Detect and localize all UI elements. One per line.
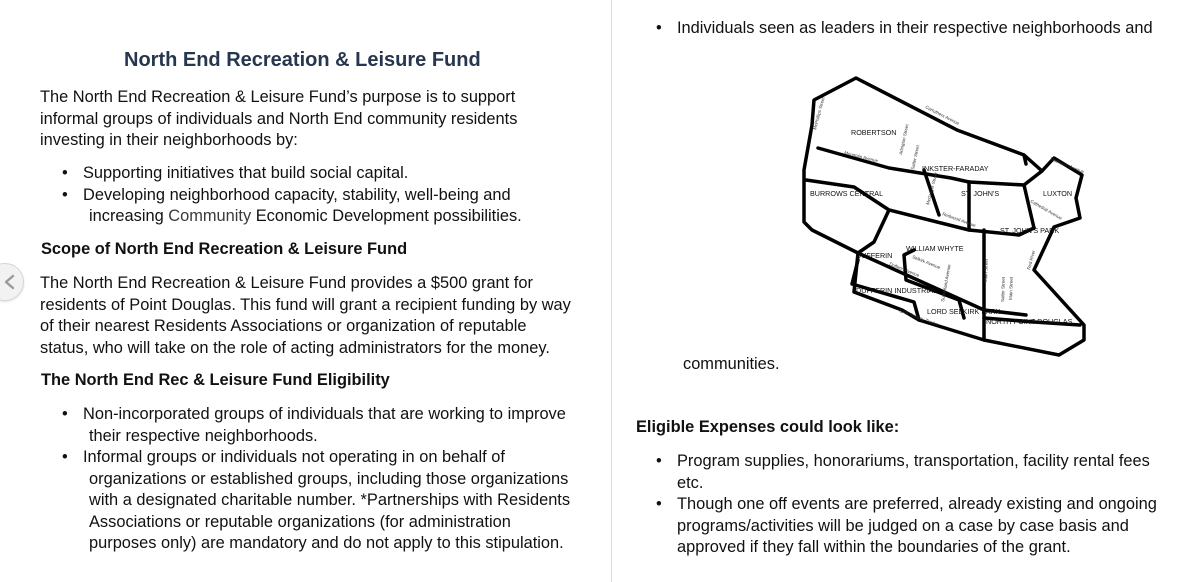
list-item-text: Non-incorporated groups of individuals that are working to improve bbox=[83, 405, 566, 423]
list-item-text: Economic Development possibilities. bbox=[251, 207, 522, 225]
list-item-continuation: organizations or established groups, including those organizations bbox=[89, 469, 569, 488]
map-street-label: Arlington Street bbox=[898, 123, 910, 156]
scope-heading: Scope of North End Recreation & Leisure Fund bbox=[41, 240, 408, 258]
list-item-text: Developing neighborhood capacity, stability, well-being and bbox=[83, 185, 511, 204]
map-street-label: Matheson Avenue bbox=[1049, 156, 1085, 175]
list-item-text: Supporting initiatives that build social capital. bbox=[83, 164, 409, 182]
map-street-label: Main Street bbox=[983, 258, 989, 283]
list-item-text: increasing bbox=[89, 207, 169, 225]
page-title: North End Recreation & Leisure Fund bbox=[124, 49, 481, 71]
list-item bbox=[656, 451, 1157, 494]
list-item bbox=[62, 447, 570, 555]
list-item-continuation: their respective neighborhoods. bbox=[89, 426, 318, 445]
eligibility-list bbox=[62, 404, 570, 555]
list-item-continuation: purposes only) are mandatory and do not apply to this stipulation. bbox=[89, 534, 564, 552]
map-label-inkster-faraday: INKSTER-FARADAY bbox=[922, 164, 989, 173]
intro-paragraph bbox=[40, 87, 517, 152]
intro-line: The North End Recreation & Leisure Fund’s purpose is to support bbox=[40, 88, 516, 106]
map-street-label: McGregor Street bbox=[925, 171, 939, 206]
map-street-label: Red River bbox=[1026, 249, 1037, 271]
scope-line: residents of Point Douglas. This fund will grant a recipient funding by way bbox=[40, 295, 571, 314]
map-label-lord-selkirk-park: LORD SELKIRK PARK bbox=[927, 307, 1001, 316]
list-item-continuation: programs/activities will be judged on a case by case basis and bbox=[677, 516, 1129, 535]
map-street-label: Dufferin Avenue bbox=[888, 261, 921, 278]
map-street-label: Mountain Avenue bbox=[843, 150, 879, 164]
map-label-robertson: ROBERTSON bbox=[851, 128, 897, 137]
map-label-luxton: LUXTON bbox=[1043, 189, 1073, 198]
previous-page-button[interactable] bbox=[0, 263, 24, 301]
neighborhood-map bbox=[794, 70, 1094, 360]
eligibility-heading: The North End Rec & Leisure Fund Eligibility bbox=[41, 371, 390, 389]
map-label-dufferin-industrial: DUFFERIN INDUSTRIAL bbox=[856, 286, 938, 295]
map-street-label: Main Street bbox=[1008, 276, 1014, 301]
map-street-label: Redwood Avenue bbox=[941, 211, 977, 228]
expenses-heading: Eligible Expenses could look like: bbox=[636, 418, 900, 436]
map-street-label: McPhillips Street bbox=[812, 96, 826, 131]
list-item-text: Individuals seen as leaders in their respective neighborhoods and bbox=[677, 19, 1153, 37]
list-item-text: Program supplies, honorariums, transportation, facility rental fees bbox=[677, 452, 1150, 470]
map-label-north-point-douglas: NORTH POINT DOUGLAS bbox=[986, 317, 1073, 326]
list-item-continuation: with a designated charitable number. *Partnerships with Residents bbox=[89, 491, 571, 509]
chevron-left-icon bbox=[3, 274, 17, 290]
leaders-list bbox=[656, 18, 1153, 40]
list-item bbox=[62, 163, 522, 185]
leaders-continuation: communities. bbox=[683, 355, 780, 373]
intro-line: informal groups of individuals and North End community residents bbox=[40, 109, 518, 128]
map-label-william-whyte: WILLIAM WHYTE bbox=[906, 244, 964, 253]
map-street-label: Carruthers Avenue bbox=[924, 104, 961, 126]
map-street-label: Cathedral Avenue bbox=[1029, 198, 1063, 221]
expenses-list bbox=[656, 451, 1157, 559]
list-item-text: Informal groups or individuals not operating in on behalf of bbox=[83, 448, 505, 466]
list-item-continuation: etc. bbox=[677, 473, 704, 492]
map-label-st-johns-park: ST. JOHN'S PARK bbox=[1000, 226, 1060, 235]
map-label-dufferin: DUFFERIN bbox=[856, 251, 893, 260]
list-item-continuation: Associations or reputable organizations (for administration bbox=[89, 512, 511, 531]
list-item-continuation bbox=[83, 206, 522, 228]
list-item-continuation: approved if they fall within the boundaries of the grant. bbox=[677, 538, 1071, 556]
highlighted-word: Community bbox=[168, 207, 252, 225]
scope-paragraph bbox=[40, 273, 571, 359]
list-item bbox=[656, 18, 1153, 40]
purpose-list bbox=[62, 163, 522, 228]
map-street-label: Sutherland Avenue bbox=[940, 263, 952, 303]
scope-line: The North End Recreation & Leisure Fund provides a $500 grant for bbox=[40, 274, 533, 292]
intro-line: investing in their neighborhoods by: bbox=[40, 131, 298, 149]
list-item bbox=[656, 494, 1157, 559]
list-item-text: Though one off events are preferred, already existing and ongoing bbox=[677, 495, 1157, 513]
map-street-label: Selkirk Avenue bbox=[911, 254, 942, 271]
scope-line: status, who will take on the role of acting administrators for the money. bbox=[40, 338, 550, 357]
map-street-label: Salter Street bbox=[1000, 276, 1006, 303]
list-item bbox=[62, 404, 570, 447]
map-street-label: CPR Railway Tracks bbox=[898, 308, 939, 327]
map-street-label: Salter Street bbox=[910, 144, 921, 171]
page-gutter bbox=[611, 0, 612, 582]
map-label-st-johns: ST. JOHN'S bbox=[961, 189, 1000, 198]
map-label-burrows-central: BURROWS CENTRAL bbox=[810, 189, 884, 198]
scope-line: of their nearest Residents Associations or organization of reputable bbox=[40, 317, 527, 335]
list-item bbox=[62, 185, 522, 228]
